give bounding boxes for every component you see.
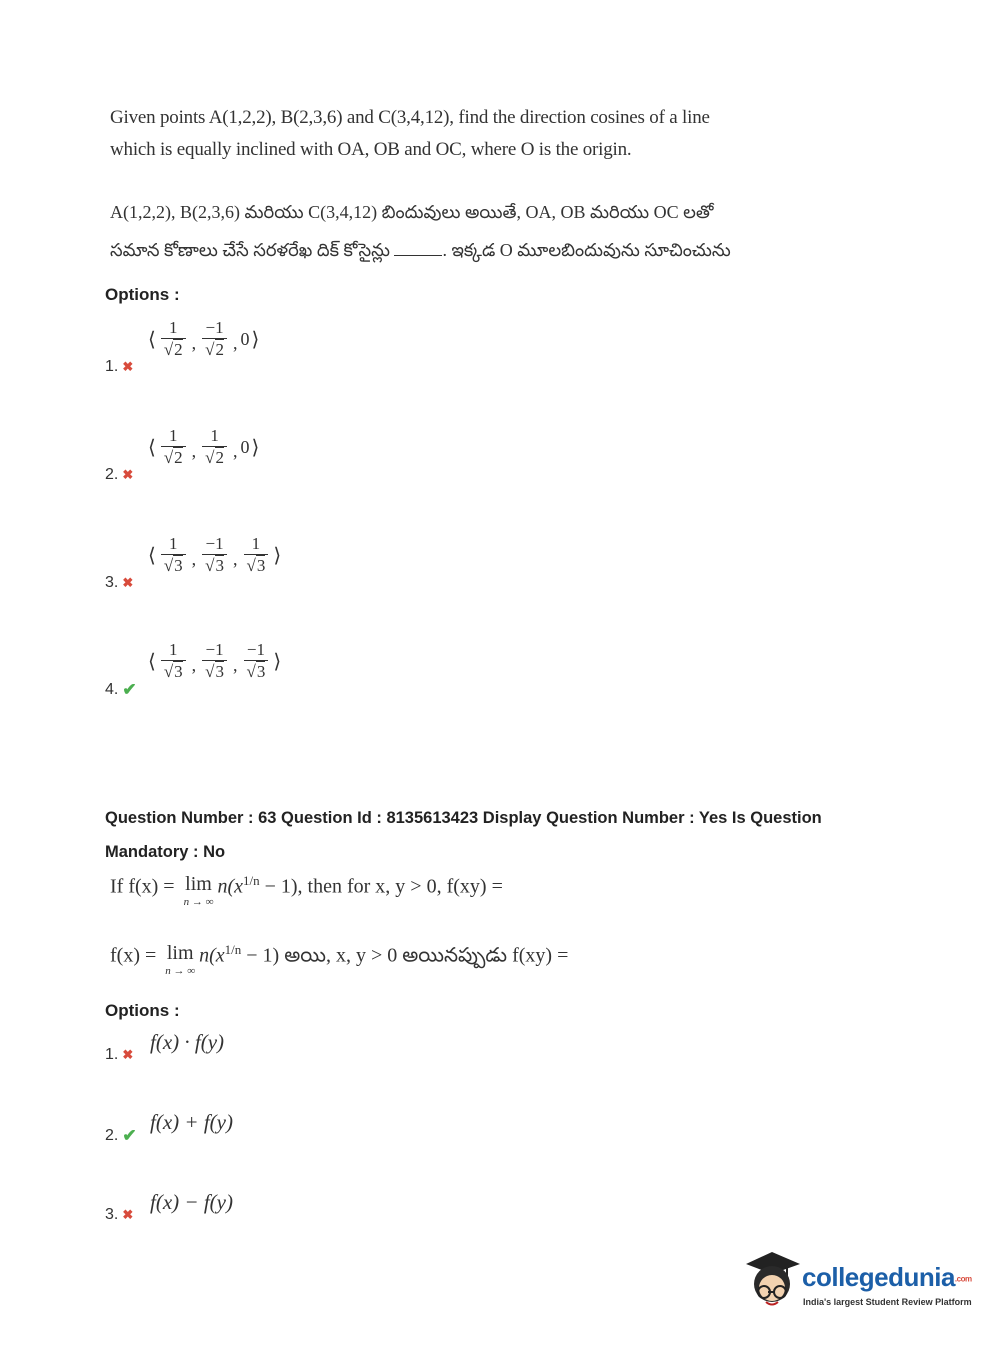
option-number <box>105 1046 133 1064</box>
option-number <box>105 1206 133 1224</box>
cross-icon: ✖ <box>122 1207 134 1222</box>
fraction-denominator <box>161 338 186 361</box>
radicand: 2 <box>215 340 224 359</box>
answer-blank <box>394 241 442 256</box>
fraction-numerator: −1 <box>205 318 224 337</box>
square-root-sign: √ <box>246 662 256 681</box>
radicand: 3 <box>215 556 224 575</box>
option-index: 3. <box>105 574 119 591</box>
option-text: f(x) + f(y) <box>150 1110 233 1134</box>
question-63-meta <box>105 801 905 869</box>
fraction-numerator: 1 <box>168 640 178 659</box>
comma: , <box>191 655 197 675</box>
check-icon: ✔ <box>122 1126 137 1145</box>
fraction-numerator: −1 <box>205 640 224 659</box>
option-number <box>105 574 133 592</box>
option-index: 4. <box>105 681 119 698</box>
comma: , <box>233 549 238 569</box>
option-index: 2. <box>105 1127 119 1144</box>
fraction <box>202 640 227 683</box>
question-1-telugu-line-1: A(1,2,2), B(2,3,6) మరియు C(3,4,12) బిందువులు అయితే, OA, OB మరియు OC లతో <box>110 202 714 222</box>
comma: , <box>191 441 197 461</box>
option-index: 2. <box>105 466 119 483</box>
square-root-sign: √ <box>163 448 174 467</box>
comma: , <box>191 549 197 569</box>
check-icon: ✔ <box>122 680 137 699</box>
radicand: 2 <box>215 448 224 467</box>
left-angle-bracket: ⟨ <box>148 651 156 673</box>
radicand: 3 <box>256 662 266 681</box>
option-number <box>105 466 133 484</box>
options-label-q2: Options : <box>105 1001 180 1020</box>
fraction <box>161 534 186 577</box>
left-angle-bracket: ⟨ <box>148 329 156 351</box>
cross-icon: ✖ <box>122 575 134 590</box>
square-root-sign: √ <box>246 556 256 575</box>
option-number <box>105 358 133 376</box>
fraction <box>202 318 227 361</box>
question-1-english <box>110 102 750 166</box>
options-label-q1: Options : <box>105 285 180 304</box>
square-root-sign: √ <box>163 340 174 359</box>
comma: , <box>233 333 238 353</box>
square-root-sign: √ <box>163 556 174 575</box>
fraction-denominator <box>244 660 269 683</box>
fraction-denominator <box>161 446 186 469</box>
vector-component: 0 <box>240 329 250 349</box>
question-meta-line-2: Mandatory : No <box>105 843 226 861</box>
comma: , <box>233 655 238 675</box>
option-number <box>105 680 137 700</box>
question-1-telugu-line-2: సమాన కోణాలు చేసే సరళరేఖ దిక్ కోసైన్లు . ఇక్కడ O మూలబిందువును సూచించును <box>110 240 731 260</box>
radicand: 2 <box>174 340 183 359</box>
option-index: 1. <box>105 1046 119 1063</box>
fraction-numerator: 1 <box>168 534 178 553</box>
comma: , <box>233 441 238 461</box>
fraction-numerator: 1 <box>168 318 178 337</box>
cross-icon: ✖ <box>122 359 134 374</box>
logo-tagline: India's largest Student Review Platform <box>803 1297 972 1307</box>
right-angle-bracket: ⟩ <box>251 437 260 459</box>
right-angle-bracket: ⟩ <box>251 329 260 351</box>
question-2-english: If f(x) = lim n → ∞ $n(x^{1/n} - 1)$, then for x, y > 0, f(xy) = <box>110 873 503 908</box>
question-2-telugu: f(x) = lim n → ∞ $n(x^{1/n} - 1)$ అయి, x, y > 0 అయినప్పుడు f(xy) = <box>110 942 569 977</box>
square-root-sign: √ <box>163 662 174 681</box>
fraction-numerator: −1 <box>205 534 224 553</box>
fraction-denominator <box>202 446 227 469</box>
question-1-english-line-1: Given points A(1,2,2), B(2,3,6) and C(3,4,12), find the direction cosines of a line <box>110 107 710 128</box>
fraction-numerator: 1 <box>251 534 261 553</box>
fraction <box>161 640 186 683</box>
cross-icon: ✖ <box>122 1047 134 1062</box>
fraction-numerator: −1 <box>246 640 265 659</box>
option-index: 3. <box>105 1206 119 1223</box>
fraction-denominator <box>161 554 186 577</box>
right-angle-bracket: ⟩ <box>273 651 282 673</box>
fraction <box>244 534 269 577</box>
square-root-sign: √ <box>205 448 215 467</box>
fraction-numerator: 1 <box>168 426 178 445</box>
option-text: f(x) · f(y) <box>150 1030 225 1054</box>
option-vector <box>148 640 281 683</box>
cross-icon: ✖ <box>122 467 134 482</box>
option-number <box>105 1126 137 1146</box>
fraction-numerator: 1 <box>210 426 219 445</box>
limit-operator-telugu: lim n → ∞ <box>165 942 196 977</box>
fraction-denominator <box>202 554 227 577</box>
fraction <box>244 640 269 683</box>
option-vector <box>148 426 259 469</box>
comma: , <box>191 333 197 353</box>
fraction <box>202 426 227 469</box>
square-root-sign: √ <box>205 340 215 359</box>
radicand: 2 <box>174 448 183 467</box>
question-meta-line-1: Question Number : 63 Question Id : 8135613423 Display Question Number : Yes Is Question <box>105 809 822 827</box>
logo-wordmark: collegedunia.com <box>802 1262 972 1292</box>
fraction-denominator <box>202 660 227 683</box>
radicand: 3 <box>215 662 224 681</box>
option-vector <box>148 318 259 361</box>
left-angle-bracket: ⟨ <box>148 545 156 567</box>
fraction-denominator <box>244 554 269 577</box>
vector-component: 0 <box>240 437 250 457</box>
fraction <box>161 426 186 469</box>
left-angle-bracket: ⟨ <box>148 437 156 459</box>
radicand: 3 <box>174 662 183 681</box>
limit-operator: lim n → ∞ <box>183 873 214 908</box>
fraction-denominator <box>161 660 186 683</box>
radicand: 3 <box>174 556 183 575</box>
radicand: 3 <box>256 556 266 575</box>
option-text: f(x) − f(y) <box>150 1190 233 1214</box>
option-index: 1. <box>105 358 119 375</box>
option-vector <box>148 534 281 577</box>
fraction <box>161 318 186 361</box>
question-1-english-line-2: which is equally inclined with OA, OB and OC, where O is the origin. <box>110 139 632 160</box>
question-1-telugu <box>110 193 750 269</box>
fraction <box>202 534 227 577</box>
square-root-sign: √ <box>205 556 215 575</box>
square-root-sign: √ <box>205 662 215 681</box>
fraction-denominator <box>202 338 227 361</box>
right-angle-bracket: ⟩ <box>273 545 282 567</box>
